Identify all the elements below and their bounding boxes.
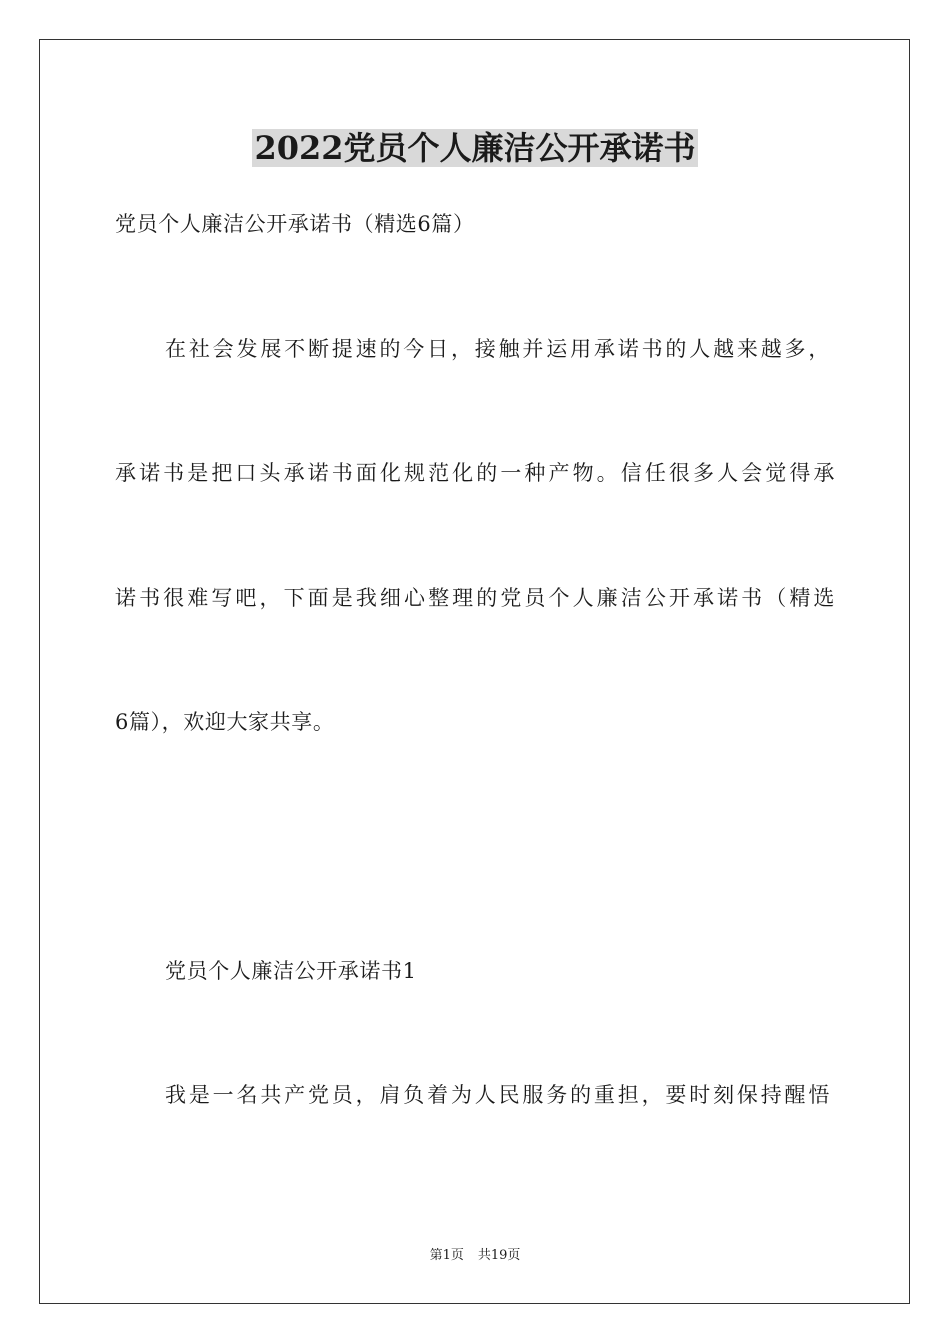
page-total: 共19页	[477, 1248, 521, 1263]
document-title-text: 2022党员个人廉洁公开承诺书	[254, 129, 696, 167]
document-subtitle: 党员个人廉洁公开承诺书（精选6篇）	[115, 212, 475, 236]
body-line-1: 我是一名共产党员，肩负着为人民服务的重担，要时刻保持醒悟	[165, 1083, 830, 1107]
page-footer	[0, 1247, 950, 1265]
document-title	[0, 126, 950, 170]
intro-line-1: 在社会发展不断提速的今日，接触并运用承诺书的人越来越多，	[165, 337, 830, 361]
intro-line-4: 6篇），欢迎大家共享。	[115, 710, 335, 734]
intro-line-2: 承诺书是把口头承诺书面化规范化的一种产物。信任很多人会觉得承	[115, 461, 835, 485]
section-heading: 党员个人廉洁公开承诺书1	[165, 959, 417, 983]
page-number: 第1页	[429, 1248, 464, 1263]
intro-line-3: 诺书很难写吧，下面是我细心整理的党员个人廉洁公开承诺书（精选	[115, 586, 835, 610]
